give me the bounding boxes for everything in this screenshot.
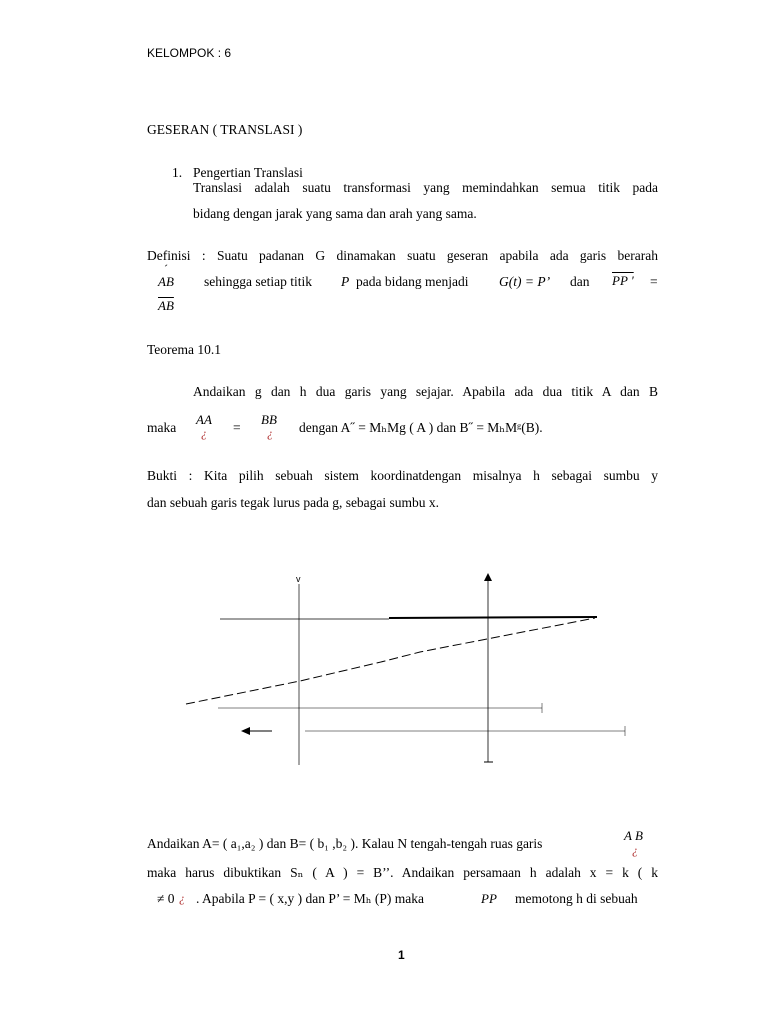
bottom-line-2: maka harus dibuktikan Sₙ ( A ) = B’’. Andaikan persamaan h adalah x = k ( k [147, 865, 658, 880]
definition-dan: dan [570, 274, 590, 289]
glyph-neq: ¿ [179, 891, 185, 905]
theorem-title: Teorema 10.1 [147, 342, 222, 357]
vector-pp: PP ' [612, 273, 634, 288]
page-number: 1 [398, 948, 405, 962]
arrow-left-head [241, 727, 250, 735]
definition-text-b: pada bidang menjadi [356, 274, 469, 289]
section-heading: Pengertian Translasi [193, 165, 303, 180]
horizontal-segment-thick [389, 617, 597, 618]
section-text-line-1: Translasi adalah suatu transformasi yang memindahkan semua titik pada [193, 180, 658, 195]
page-title: GESERAN ( TRANSLASI ) [147, 122, 303, 137]
vector-aa: AA [196, 412, 212, 427]
mapping-g: G(t) = P’ [499, 274, 551, 289]
dashed-slant-line [186, 618, 595, 704]
figure-mark: v [296, 574, 301, 584]
vector-pp-bottom: PP [481, 891, 497, 906]
theorem-rest: dengan A˝ = MₕMg ( A ) dan B˝ = MₕMᵍ(B). [299, 420, 543, 435]
glyph-ab-bottom: ¿ [632, 843, 638, 857]
variable-p: P [341, 274, 350, 289]
vector-ab: AB [158, 274, 174, 289]
section-text-line-2: bidang dengan jarak yang sama dan arah yang sama. [193, 206, 477, 221]
glyph-bb: ¿ [267, 426, 273, 440]
definition-text-a: sehingga setiap titik [204, 274, 312, 289]
theorem-maka: maka [147, 420, 177, 435]
vector-ab-2: $\overline{AB}$ [158, 298, 174, 313]
not-equal-zero: ≠ 0 [157, 891, 175, 906]
bottom-line-3b: memotong h di sebuah [515, 891, 638, 906]
bottom-line-3a: . Apabila P = ( x,y ) dan P’ = Mₕ (P) maka [196, 891, 425, 906]
theorem-equals: = [233, 420, 241, 435]
bottom-line-1: Andaikan A= ( a₁,a₂ ) dan B= ( b₁ ,b₂ ). Kalau N tengah-tengah ruas garis [147, 836, 543, 851]
group-label: KELOMPOK : 6 [147, 46, 232, 60]
vector-bb: BB [261, 412, 277, 427]
definition-equals: = [650, 274, 658, 289]
vector-ab-bottom: A B [624, 828, 643, 843]
definition-line-1: Definisi : Suatu padanan G dinamakan suatu geseran apabila ada garis berarah [147, 248, 658, 263]
glyph-aa: ¿ [201, 426, 207, 440]
axis-arrow-up [484, 573, 492, 581]
list-number: 1. [172, 165, 183, 180]
acute-mark: ´ [164, 262, 168, 276]
theorem-line-1: Andaikan g dan h dua garis yang sejajar. Apabila ada dua titik A dan B [193, 384, 658, 399]
proof-line-2: dan sebuah garis tegak lurus pada g, sebagai sumbu x. [147, 495, 440, 510]
proof-line-1: Bukti : Kita pilih sebuah sistem koordinatdengan misalnya h sebagai sumbu y [147, 468, 658, 483]
